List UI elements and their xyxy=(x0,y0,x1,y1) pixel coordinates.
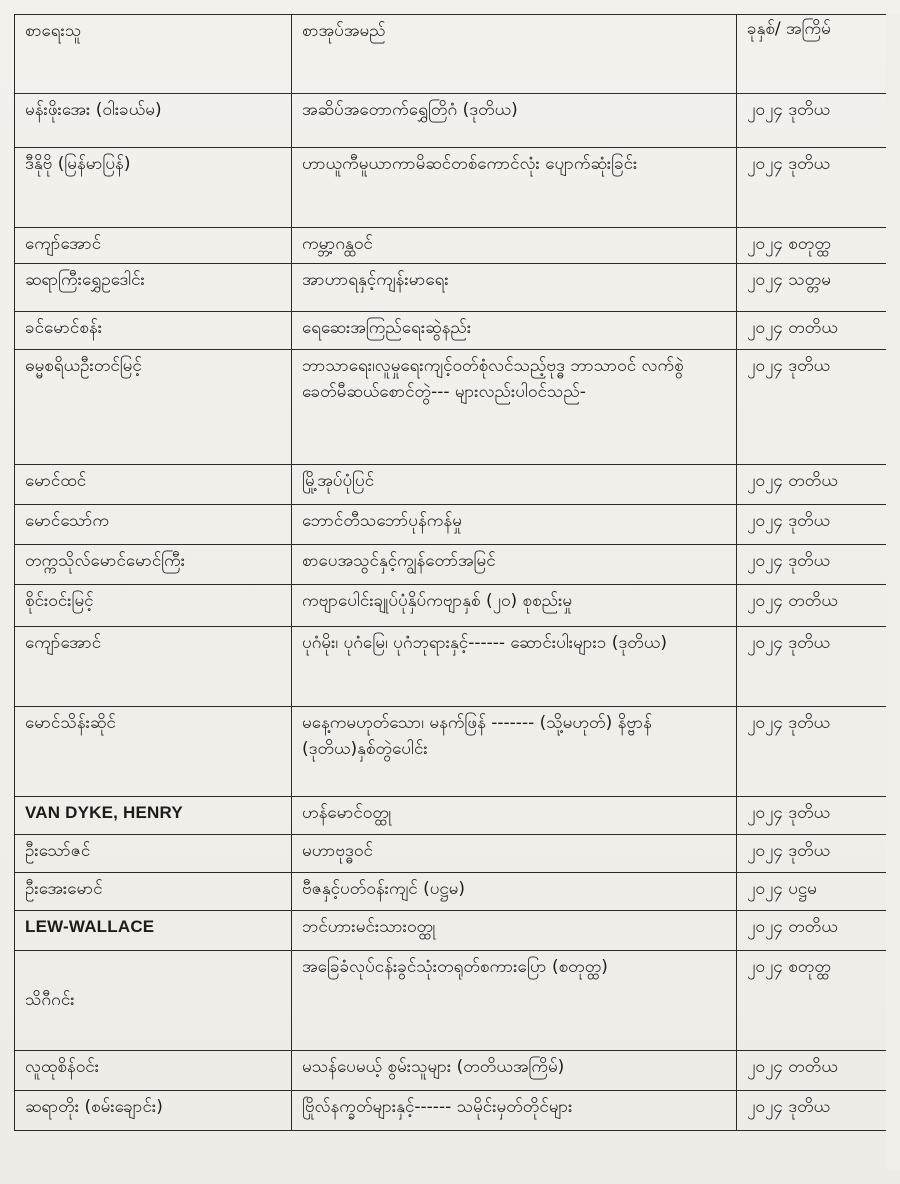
author-cell: ဓမ္မစရိယဦးတင်မြင့် xyxy=(15,350,292,465)
edition-cell: ၂၀၂၄ ဒုတိယ xyxy=(737,707,887,797)
table-row xyxy=(15,627,887,707)
title-cell: မနေ့ကမဟုတ်သော၊ မနက်ဖြန် ------- (သို့မဟုတ်) နိဗ္ဗာန် (ဒုတိယ)နှစ်တွဲပေါင်း xyxy=(292,707,737,797)
table-row xyxy=(15,707,887,797)
table-row xyxy=(15,835,887,873)
author-cell: မောင်သိန်းဆိုင် xyxy=(15,707,292,797)
edition-cell: ၂၀၂၄ ဒုတိယ xyxy=(737,505,887,545)
table-row xyxy=(15,228,887,264)
table-row xyxy=(15,312,887,350)
title-cell: အခြေခံလုပ်ငန်းခွင်သုံးတရုတ်စကားပြော (စတုတ္ထ) xyxy=(292,951,737,1051)
edition-cell: ၂၀၂၄ ဒုတိယ xyxy=(737,148,887,228)
author-cell: ဆရာကြီးရွှေဥဒေါင်း xyxy=(15,264,292,312)
author-cell: မောင်ထင် xyxy=(15,465,292,505)
title-cell: ဗြိုလ်နက္ခတ်များနှင့်------ သမိုင်းမှတ်တိုင်များ xyxy=(292,1091,737,1131)
edition-cell: ၂၀၂၄ တတိယ xyxy=(737,585,887,627)
table-row xyxy=(15,1091,887,1131)
title-cell: ကမ္ဘာ့ဂန္ထဝင် xyxy=(292,228,737,264)
author-cell: မောင်သော်က xyxy=(15,505,292,545)
title-cell: ဘာသာရေး၊လူမှုရေးကျင့်ဝတ်စုံလင်သည့်ဗုဒ္ဓ ဘာသာဝင် လက်စွဲခေတ်မီဆယ်စောင်တွဲ--- များလည်းပါဝင်သည်- xyxy=(292,350,737,465)
author-cell: ဦးသော်ဇင် xyxy=(15,835,292,873)
author-cell xyxy=(15,911,292,951)
title-cell: မြို့အုပ်ပုံပြင် xyxy=(292,465,737,505)
title-cell: အဆိပ်အတောက်ရွှေတြိဂံ (ဒုတိယ) xyxy=(292,94,737,148)
table-row xyxy=(15,148,887,228)
author-cell: ကျော်အောင် xyxy=(15,627,292,707)
table-body xyxy=(15,94,887,1131)
author-cell: ဒီနိုဗို (မြန်မာပြန်) xyxy=(15,148,292,228)
edition-cell: ၂၀၂၄ တတိယ xyxy=(737,465,887,505)
title-cell: ဗီဇနှင့်ပတ်ဝန်းကျင် (ပဋ္ဌမ) xyxy=(292,873,737,911)
title-cell: ဘောင်တီသဘော်ပုန်ကန်မှု xyxy=(292,505,737,545)
edition-cell: ၂၀၂၄ တတိယ xyxy=(737,312,887,350)
table-row xyxy=(15,951,887,1051)
table-header-row xyxy=(15,15,887,94)
title-cell: ဘင်ဟားမင်းသားဝတ္ထု xyxy=(292,911,737,951)
table-row xyxy=(15,94,887,148)
author-latin-text: LEW-WALLACE xyxy=(25,917,155,936)
author-cell: ဦးအေးမောင် xyxy=(15,873,292,911)
header-author: စာရေးသူ xyxy=(15,15,292,94)
title-cell: အာဟာရနှင့်ကျန်းမာရေး xyxy=(292,264,737,312)
edition-cell: ၂၀၂၄ ဒုတိယ xyxy=(737,350,887,465)
table-row xyxy=(15,505,887,545)
edition-cell: ၂၀၂၄ ဒုတိယ xyxy=(737,1091,887,1131)
title-cell: မသန်ပေမယ့် စွမ်းသူများ (တတိယအကြိမ်) xyxy=(292,1051,737,1091)
edition-cell: ၂၀၂၄ ဒုတိယ xyxy=(737,545,887,585)
edition-cell: ၂၀၂၄ တတိယ xyxy=(737,1051,887,1091)
title-cell: ရေဆေးအကြည်ရေးဆွဲနည်း xyxy=(292,312,737,350)
edition-cell: ၂၀၂၄ စတုတ္ထ xyxy=(737,228,887,264)
title-cell: မဟာဗုဒ္ဓဝင် xyxy=(292,835,737,873)
author-cell: မန်းဖိုးအေး (ဝါးခယ်မ) xyxy=(15,94,292,148)
table-row xyxy=(15,585,887,627)
author-cell: လူထုစိန်ဝင်း xyxy=(15,1051,292,1091)
title-cell: ဟန်မောင်ဝတ္ထု xyxy=(292,797,737,835)
table-row xyxy=(15,797,887,835)
title-cell: ကဗျာပေါင်းချုပ်ပုံနှိပ်ကဗျာနှစ် (၂၀) စုစည်းမှု xyxy=(292,585,737,627)
edition-cell: ၂၀၂၄ ဒုတိယ xyxy=(737,627,887,707)
page-margin xyxy=(886,14,900,1170)
edition-cell: ၂၀၂၄ စတုတ္ထ xyxy=(737,951,887,1051)
author-cell xyxy=(15,797,292,835)
table-row xyxy=(15,465,887,505)
edition-cell: ၂၀၂၄ သတ္တမ xyxy=(737,264,887,312)
table-row xyxy=(15,350,887,465)
author-cell: ခင်မောင်စန်း xyxy=(15,312,292,350)
table-row xyxy=(15,545,887,585)
author-latin-text: VAN DYKE, HENRY xyxy=(25,803,183,822)
title-cell: ပုဂံမိုး၊ ပုဂံမြေ၊ ပုဂံဘုရားနှင့်------ ဆောင်းပါးများ၁ (ဒုတိယ) xyxy=(292,627,737,707)
edition-cell: ၂၀၂၄ ဒုတိယ xyxy=(737,835,887,873)
header-edition: ခုနှစ်/ အကြိမ် xyxy=(737,15,887,94)
author-cell: ဆရာတိုး (စမ်းချောင်း) xyxy=(15,1091,292,1131)
edition-cell: ၂၀၂၄ ဒုတိယ xyxy=(737,94,887,148)
title-cell: ဟာယူကီမူယာကာမိဆင်တစ်ကောင်လုံး ပျောက်ဆုံးခြင်း xyxy=(292,148,737,228)
title-cell: စာပေအသွင်နှင့်ကျွန်တော်အမြင် xyxy=(292,545,737,585)
table-row xyxy=(15,911,887,951)
author-cell: သိဂီဂင်း xyxy=(15,951,292,1051)
edition-cell: ၂၀၂၄ ဒုတိယ xyxy=(737,797,887,835)
author-cell: စိုင်းဝင်းမြင့် xyxy=(15,585,292,627)
edition-cell: ၂၀၂၄ ပဋ္ဌမ xyxy=(737,873,887,911)
table-row xyxy=(15,1051,887,1091)
author-cell: ကျော်အောင် xyxy=(15,228,292,264)
table-row xyxy=(15,873,887,911)
author-cell: တက္ကသိုလ်မောင်မောင်ကြီး xyxy=(15,545,292,585)
edition-cell: ၂၀၂၄ တတိယ xyxy=(737,911,887,951)
table-row xyxy=(15,264,887,312)
book-list-table xyxy=(14,14,887,1131)
header-title: စာအုပ်အမည် xyxy=(292,15,737,94)
